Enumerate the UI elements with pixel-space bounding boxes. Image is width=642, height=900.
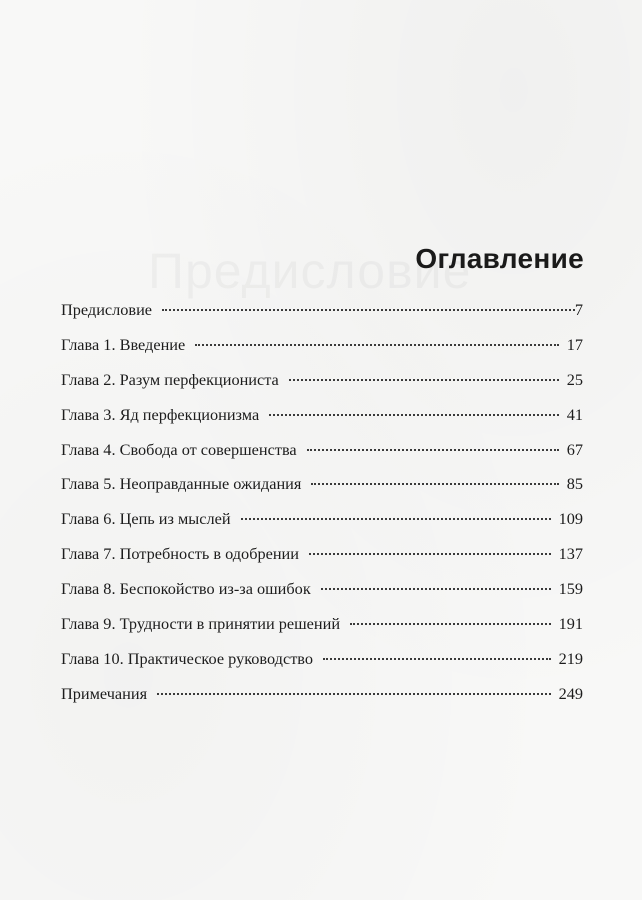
toc-entry-page: 219 xyxy=(558,648,583,668)
toc-leader-dots xyxy=(269,414,559,416)
toc-entry-chapter-10 xyxy=(61,644,583,679)
toc-entry-page: 85 xyxy=(566,474,583,494)
toc-leader-dots xyxy=(195,344,559,346)
toc-leader-dots xyxy=(321,588,551,590)
toc-entry-label: Глава 3. Яд перфекционизма xyxy=(61,404,260,424)
toc-entry-page: 25 xyxy=(566,369,583,389)
toc-entry-label: Глава 6. Цепь из мыслей xyxy=(61,509,231,529)
toc-entry-chapter-4 xyxy=(61,435,583,470)
toc-entry-chapter-2 xyxy=(61,365,583,400)
toc-leader-dots xyxy=(157,693,551,695)
toc-leader-dots xyxy=(323,658,551,660)
toc-entry-page: 17 xyxy=(566,334,583,354)
toc-entry-page: 109 xyxy=(558,509,583,529)
toc-entry-label: Глава 9. Трудности в принятии решений xyxy=(61,614,341,634)
toc-entry-page: 67 xyxy=(566,439,583,459)
toc-entry-chapter-6 xyxy=(61,504,583,539)
toc-entry-label: Глава 5. Неоправданные ожидания xyxy=(61,474,302,494)
toc-entry-page: 137 xyxy=(558,544,583,564)
toc-entry-chapter-3 xyxy=(61,400,583,435)
toc-entry-page: 249 xyxy=(558,683,583,703)
toc-leader-dots xyxy=(289,379,559,381)
toc-list xyxy=(61,295,583,714)
toc-entry-label: Глава 7. Потребность в одобрении xyxy=(61,544,299,564)
toc-entry-notes xyxy=(61,679,583,714)
toc-entry-label: Примечания xyxy=(61,683,148,703)
toc-title: Оглавление xyxy=(415,243,584,274)
toc-entry-preface xyxy=(61,295,583,330)
toc-entry-chapter-8 xyxy=(61,574,583,609)
toc-entry-label: Глава 1. Введение xyxy=(61,334,186,354)
toc-entry-page: 41 xyxy=(566,404,583,424)
toc-entry-label: Глава 2. Разум перфекциониста xyxy=(61,369,279,389)
toc-leader-dots xyxy=(311,483,558,485)
toc-entry-label: Глава 8. Беспокойство из-за ошибок xyxy=(61,579,311,599)
toc-leader-dots xyxy=(350,623,551,625)
toc-leader-dots xyxy=(241,518,551,520)
toc-entry-label: Предисловие xyxy=(61,300,153,319)
toc-leader-dots xyxy=(307,449,559,451)
toc-leader-dots xyxy=(162,309,575,311)
toc-entry-chapter-7 xyxy=(61,539,583,574)
toc-entry-chapter-9 xyxy=(61,609,583,644)
toc-entry-page: 7 xyxy=(574,300,583,319)
toc-entry-chapter-1 xyxy=(61,330,583,365)
toc-leader-dots xyxy=(309,553,551,555)
toc-entry-chapter-5 xyxy=(61,469,583,504)
toc-entry-label: Глава 10. Практическое руководство xyxy=(61,648,314,668)
toc-entry-page: 191 xyxy=(558,614,583,634)
toc-entry-page: 159 xyxy=(558,579,583,599)
toc-entry-label: Глава 4. Свобода от совершенства xyxy=(61,439,297,459)
